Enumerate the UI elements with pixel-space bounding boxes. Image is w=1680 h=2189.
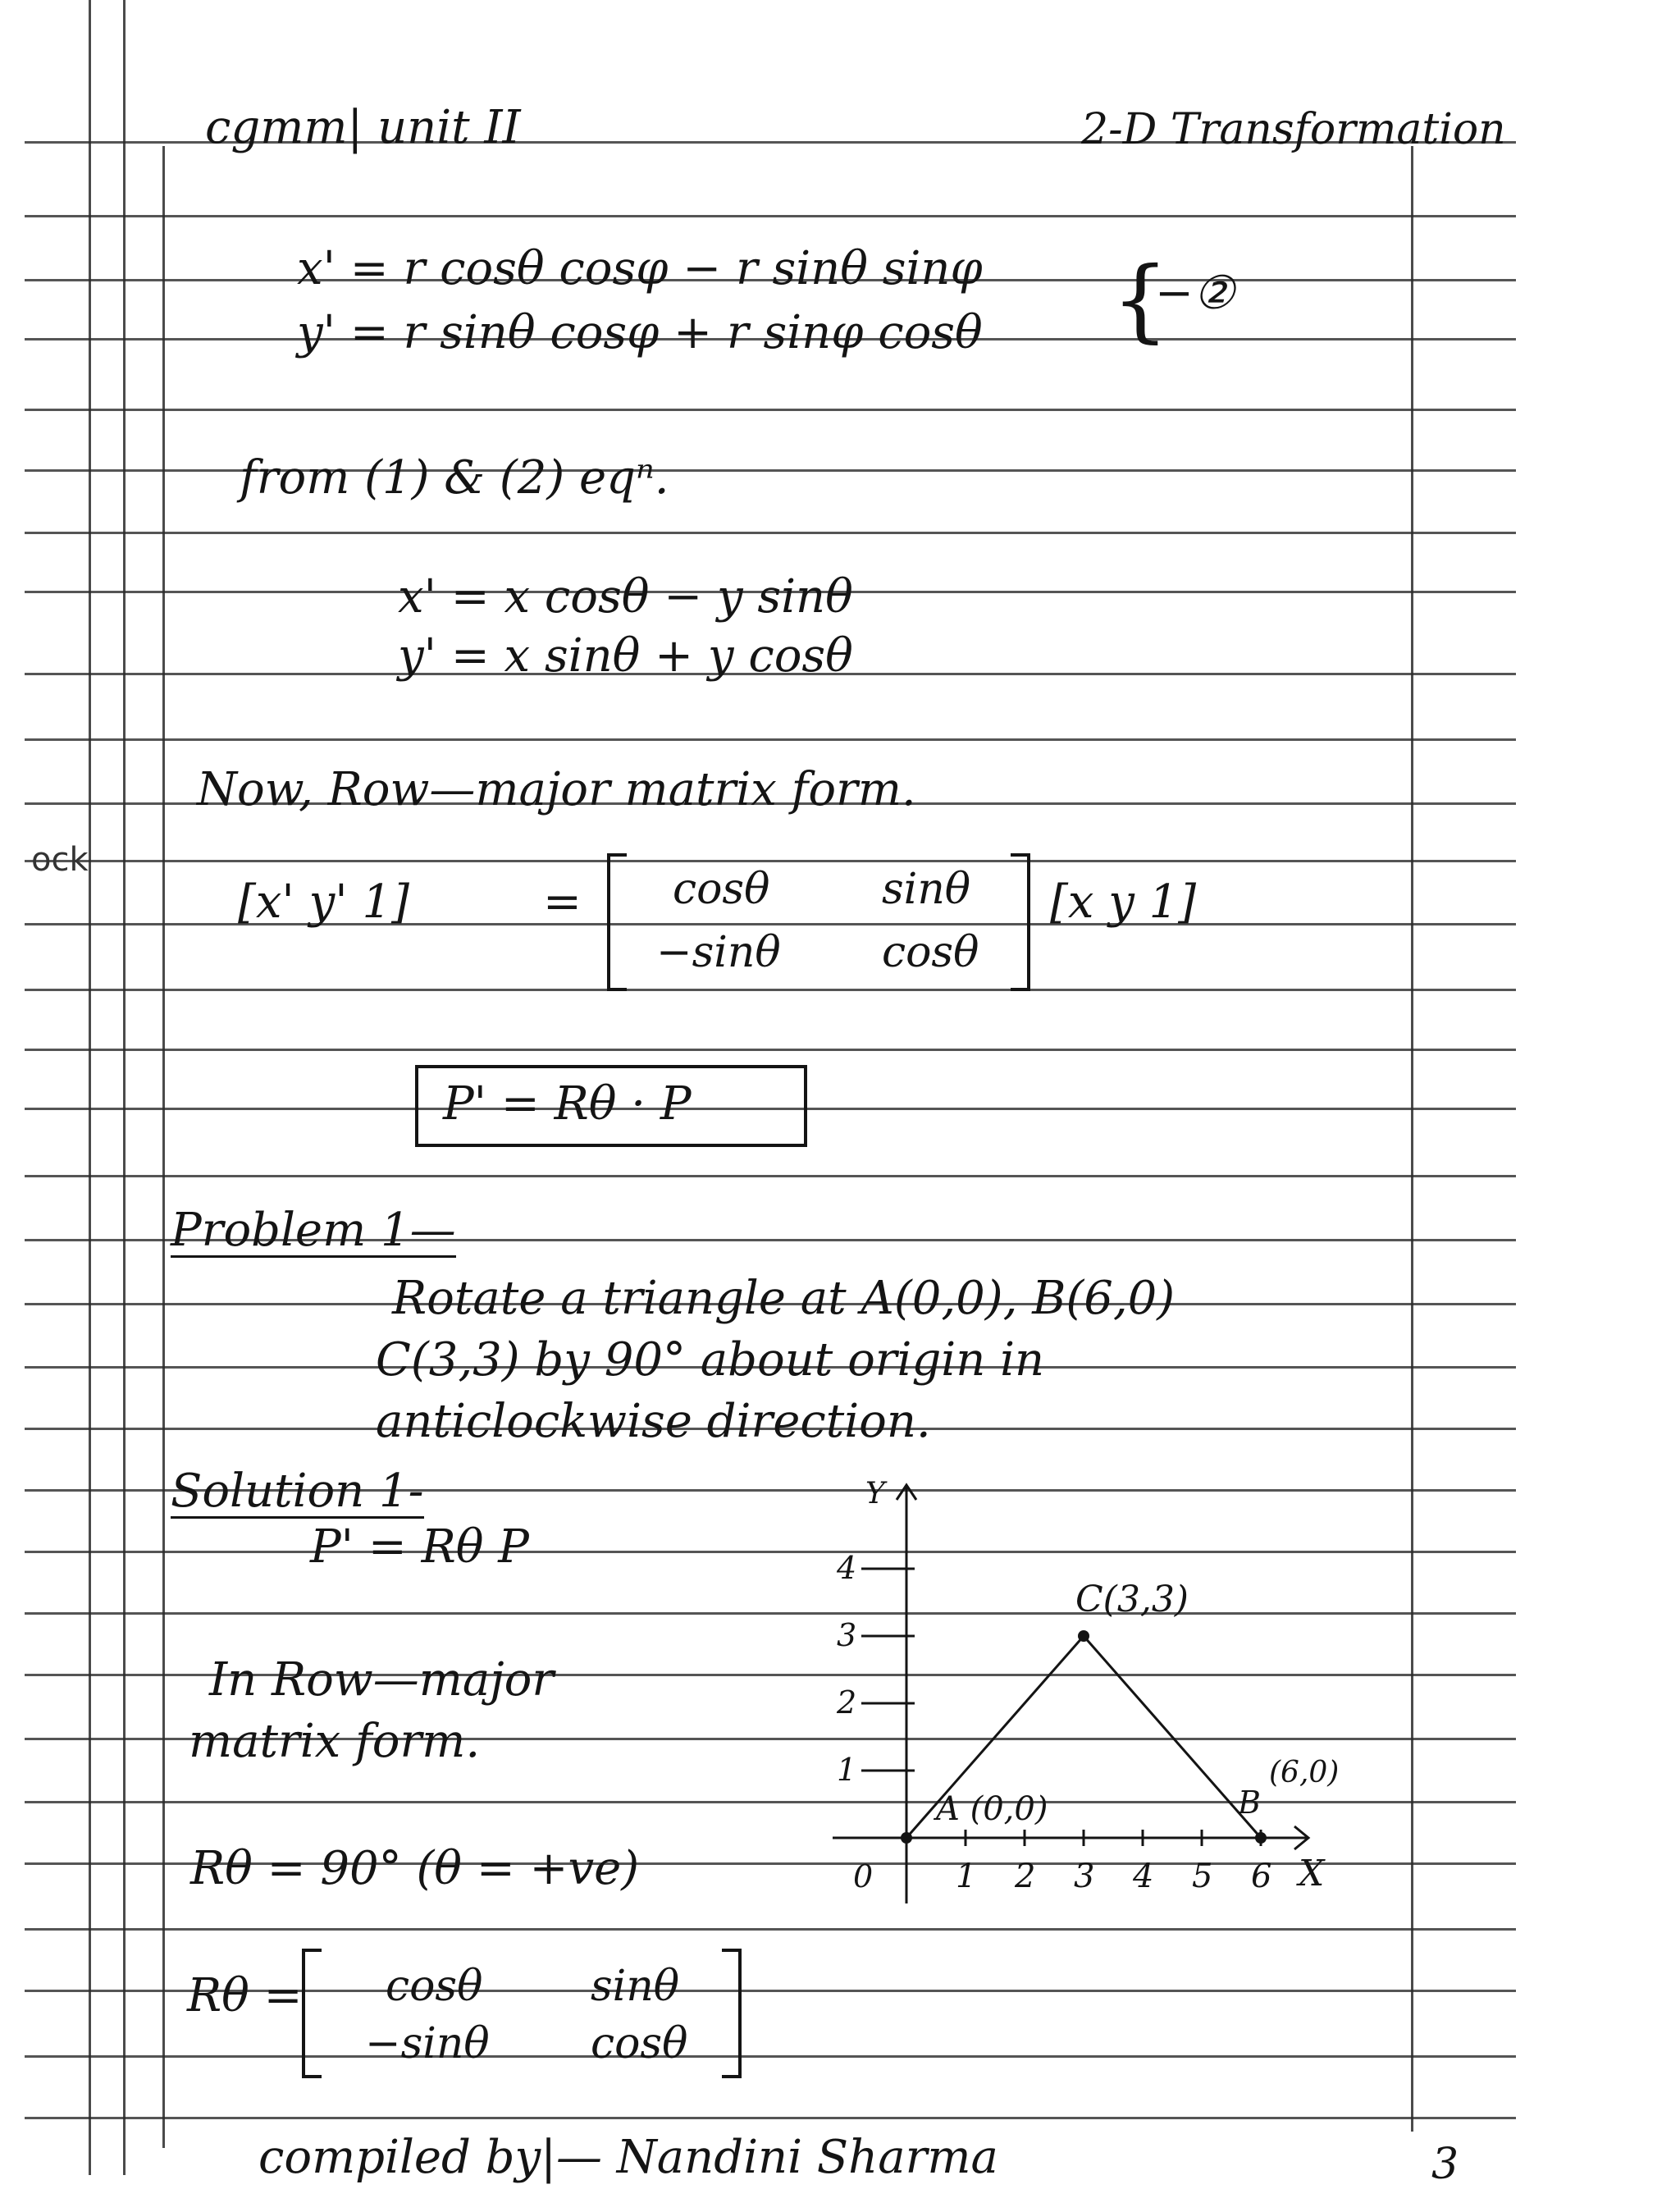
ruled-line: [25, 1049, 1516, 1051]
rotation-eq-line1: x' = x cosθ − y sinθ: [398, 570, 853, 624]
problem-line3: anticlockwise direction.: [376, 1395, 931, 1448]
x-tick-label: 4: [1133, 1858, 1154, 1895]
point-b-coords: (6,0): [1269, 1756, 1340, 1789]
matrix-equals: =: [543, 875, 582, 929]
point-c: [1078, 1630, 1089, 1642]
origin-label: 0: [853, 1858, 874, 1894]
solution-note-line2: matrix form.: [189, 1715, 481, 1768]
r-matrix-lhs: Rθ =: [187, 1969, 303, 2022]
point-a: [901, 1832, 912, 1844]
right-margin-line: [1411, 146, 1413, 2132]
point-b-label: B: [1238, 1785, 1261, 1821]
matrix-right-bracket: [1011, 853, 1030, 991]
ruled-line: [25, 2055, 1516, 2058]
ruled-line: [25, 1928, 1516, 1931]
x-axis-label: X: [1299, 1853, 1325, 1894]
x-tick-label: 5: [1192, 1858, 1213, 1895]
ruled-line: [25, 532, 1516, 534]
rotation-eq-line2: y' = x sinθ + y cosθ: [398, 629, 853, 683]
ruled-line: [25, 1175, 1516, 1177]
margin-mark: ock: [31, 841, 89, 879]
boxed-formula: P' = Rθ · P: [443, 1077, 692, 1131]
problem-line2: C(3,3) by 90° about origin in: [376, 1333, 1045, 1387]
ruled-line: [25, 860, 1516, 862]
row-major-heading: Now, Row—major matrix form.: [197, 763, 916, 816]
ruled-line: [25, 2117, 1516, 2119]
ruled-line: [25, 409, 1516, 411]
footer-compiled-by: compiled by|— Nandini Sharma: [258, 2131, 998, 2184]
problem-line1: Rotate a triangle at A(0,0), B(6,0): [392, 1272, 1176, 1325]
solution-formula: P' = Rθ P: [310, 1520, 529, 1574]
matrix-rhs: [x y 1]: [1050, 875, 1197, 929]
r-matrix-m21: −sinθ: [365, 2019, 490, 2068]
eq2-line2: y' = r sinθ cosφ + r sinφ cosθ: [297, 306, 983, 359]
point-a-label: A (0,0): [936, 1790, 1048, 1828]
x-tick-label: 6: [1251, 1858, 1272, 1895]
point-c-label: C(3,3): [1075, 1579, 1189, 1620]
x-tick-label: 1: [956, 1858, 977, 1895]
y-tick-label: 2: [837, 1684, 857, 1721]
margin-line-2: [123, 0, 126, 2175]
r-matrix-m11: cosθ: [386, 1962, 483, 2011]
margin-line-1: [89, 0, 91, 2175]
point-b: [1255, 1832, 1267, 1844]
page-number: 3: [1431, 2140, 1459, 2189]
eq2-line1: x' = r cosθ cosφ − r sinθ sinφ: [297, 242, 983, 295]
ruled-line: [25, 215, 1516, 217]
ruled-line: [25, 989, 1516, 991]
matrix-lhs: [x' y' 1]: [238, 875, 409, 929]
r-matrix-m22: cosθ: [591, 2019, 688, 2068]
y-tick-label: 1: [837, 1752, 857, 1788]
r-matrix-m12: sinθ: [591, 1962, 680, 2011]
solution-note-line1: In Row—major: [209, 1653, 555, 1707]
problem-title: Problem 1—: [171, 1204, 456, 1257]
x-tick-label: 2: [1015, 1858, 1036, 1895]
y-tick-label: 3: [837, 1617, 857, 1653]
x-tick-label: 3: [1074, 1858, 1095, 1895]
r-matrix-left-bracket: [302, 1949, 322, 2078]
matrix-m12: sinθ: [882, 865, 971, 914]
y-axis-label: Y: [865, 1477, 885, 1510]
matrix-m21: −sinθ: [656, 928, 781, 977]
header-right: 2-D Transformation: [1081, 105, 1506, 154]
solution-title: Solution 1-: [171, 1465, 424, 1518]
eq2-brace: {: [1112, 247, 1169, 352]
margin-line-3: [162, 146, 165, 2148]
matrix-left-bracket: [607, 853, 627, 991]
from-equations: from (1) & (2) eqⁿ.: [240, 451, 669, 505]
header-left: cgmm| unit II: [205, 101, 521, 154]
matrix-m22: cosθ: [882, 928, 979, 977]
eq2-label: −②: [1155, 267, 1235, 320]
r-theta-value: Rθ = 90° (θ = +ve): [190, 1842, 640, 1895]
matrix-m11: cosθ: [673, 865, 770, 914]
y-tick-label: 4: [837, 1550, 857, 1586]
ruled-line: [25, 738, 1516, 741]
triangle-graph: [788, 1469, 1411, 1928]
r-matrix-right-bracket: [722, 1949, 742, 2078]
